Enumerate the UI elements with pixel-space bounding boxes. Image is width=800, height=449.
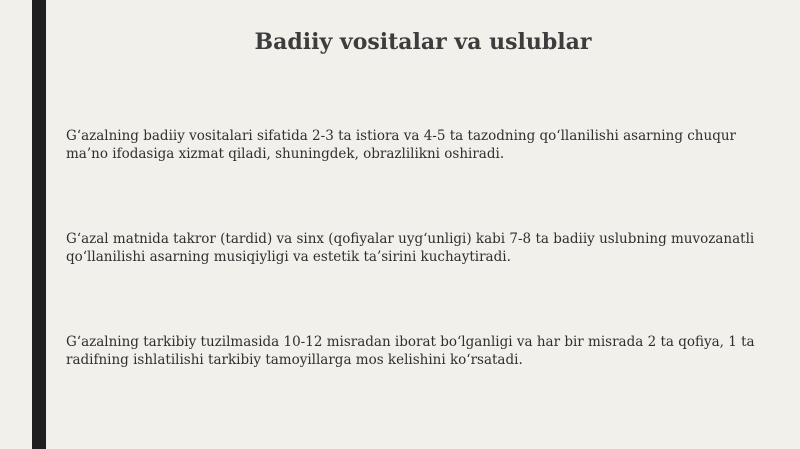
paragraph-1: G‘azalning badiiy vositalari sifatida 2-3 ta istiora va 4-5 ta tazodning qo‘llanilishi asarning chuqur ma’no ifodasiga xizmat qiladi, shuningdek, obrazlilikni oshiradi. xyxy=(66,128,736,162)
paragraph-2: G‘azal matnida takror (tardid) va sinx (qofiyalar uyg‘unligi) kabi 7-8 ta badiiy uslubning muvozanatli qo‘llanilishi asarning musiqiyligi va estetik ta’sirini kuchaytiradi. xyxy=(66,231,755,265)
paragraph-3: G‘azalning tarkibiy tuzilmasida 10-12 misradan iborat bo‘lganligi va har bir misrada 2 ta qofiya, 1 ta radifning ishlatilishi tarkibiy tamoyillarga mos kelishini ko‘rsatadi. xyxy=(66,334,755,368)
left-accent-bar xyxy=(32,0,46,449)
slide-title: Badiiy vositalar va uslublar xyxy=(254,29,592,55)
